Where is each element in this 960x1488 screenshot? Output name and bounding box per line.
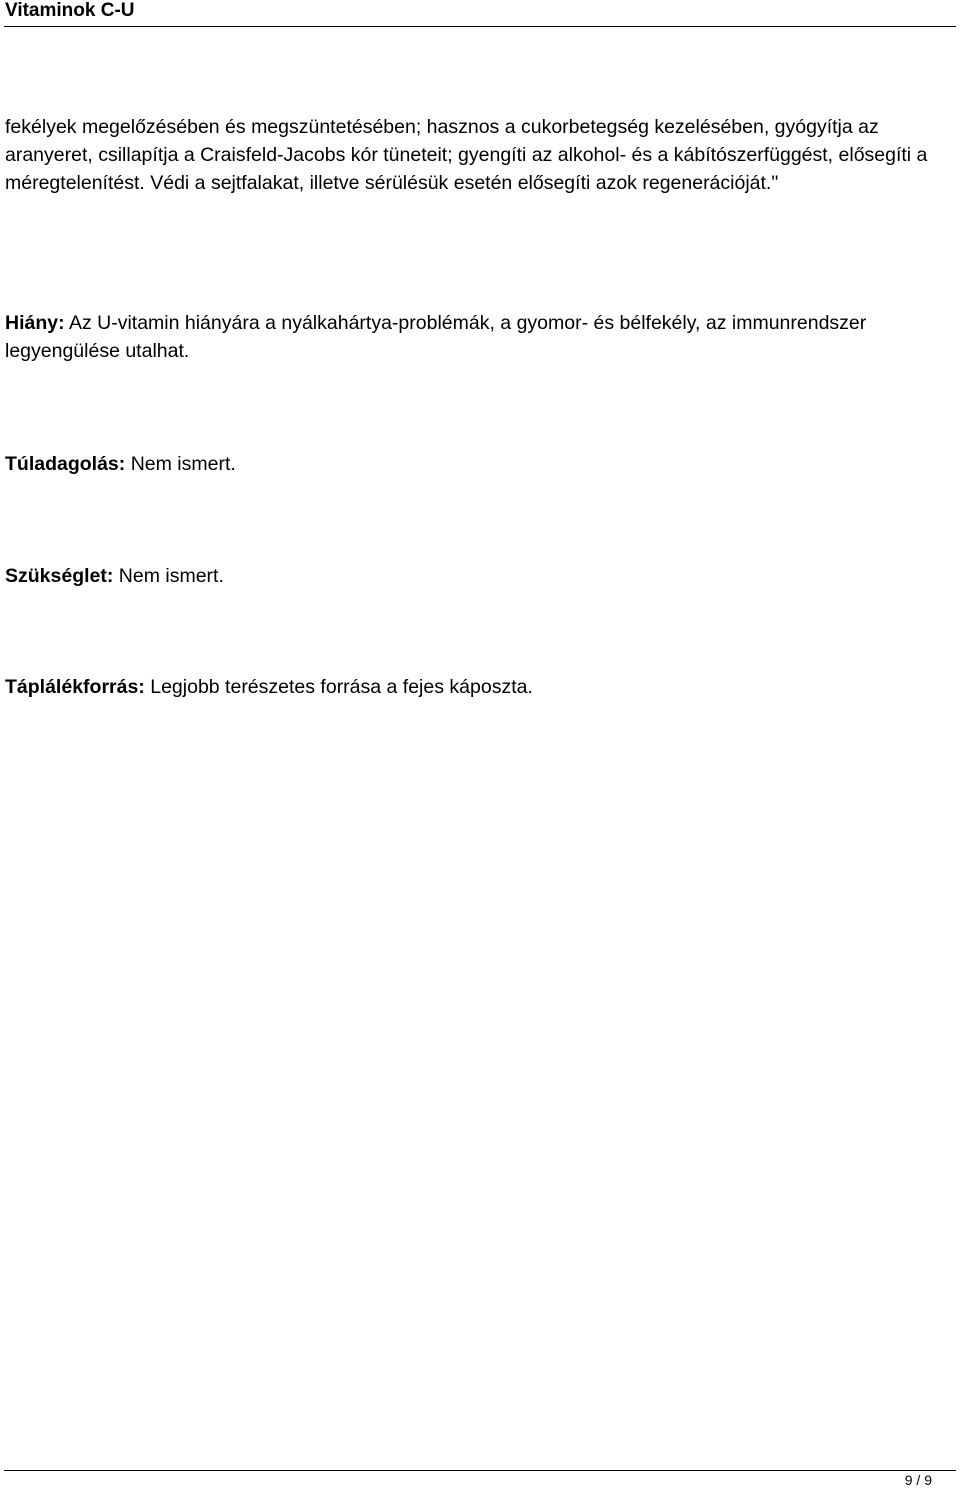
requirement-label: Szükséglet:	[5, 565, 114, 587]
deficiency-text: Az U-vitamin hiányára a nyálkahártya-problémák, a gyomor- és bélfekély, az immunrendszer legyengülése utalhat.	[5, 312, 867, 362]
overdose-paragraph	[5, 450, 945, 478]
food-source-text: Legjobb terészetes forrása a fejes káposzta.	[144, 676, 533, 698]
overdose-label: Túladagolás:	[5, 453, 126, 475]
requirement-paragraph	[5, 562, 945, 590]
deficiency-paragraph	[5, 309, 945, 365]
page-header	[4, 0, 956, 27]
page-footer	[4, 1470, 956, 1488]
page-number: 9 / 9	[904, 1472, 932, 1488]
requirement-text: Nem ismert.	[113, 565, 224, 587]
food-source-label: Táplálékforrás:	[5, 676, 145, 698]
overdose-text: Nem ismert.	[125, 453, 236, 475]
document-title: Vitaminok C-U	[5, 0, 135, 21]
deficiency-label: Hiány:	[5, 312, 65, 334]
food-source-paragraph	[5, 673, 945, 701]
intro-paragraph: fekélyek megelőzésében és megszüntetésében; hasznos a cukorbetegség kezelésében, gyógyítja az aranyeret, csillapítja a Craisfeld-Jacobs kór tüneteit; gyengíti az alkohol- és a kábítószerfüggést, elősegíti a méregtelenítést. Védi a sejtfalakat, illetve sérülésük esetén elősegíti azok regenerációját."	[5, 116, 928, 194]
